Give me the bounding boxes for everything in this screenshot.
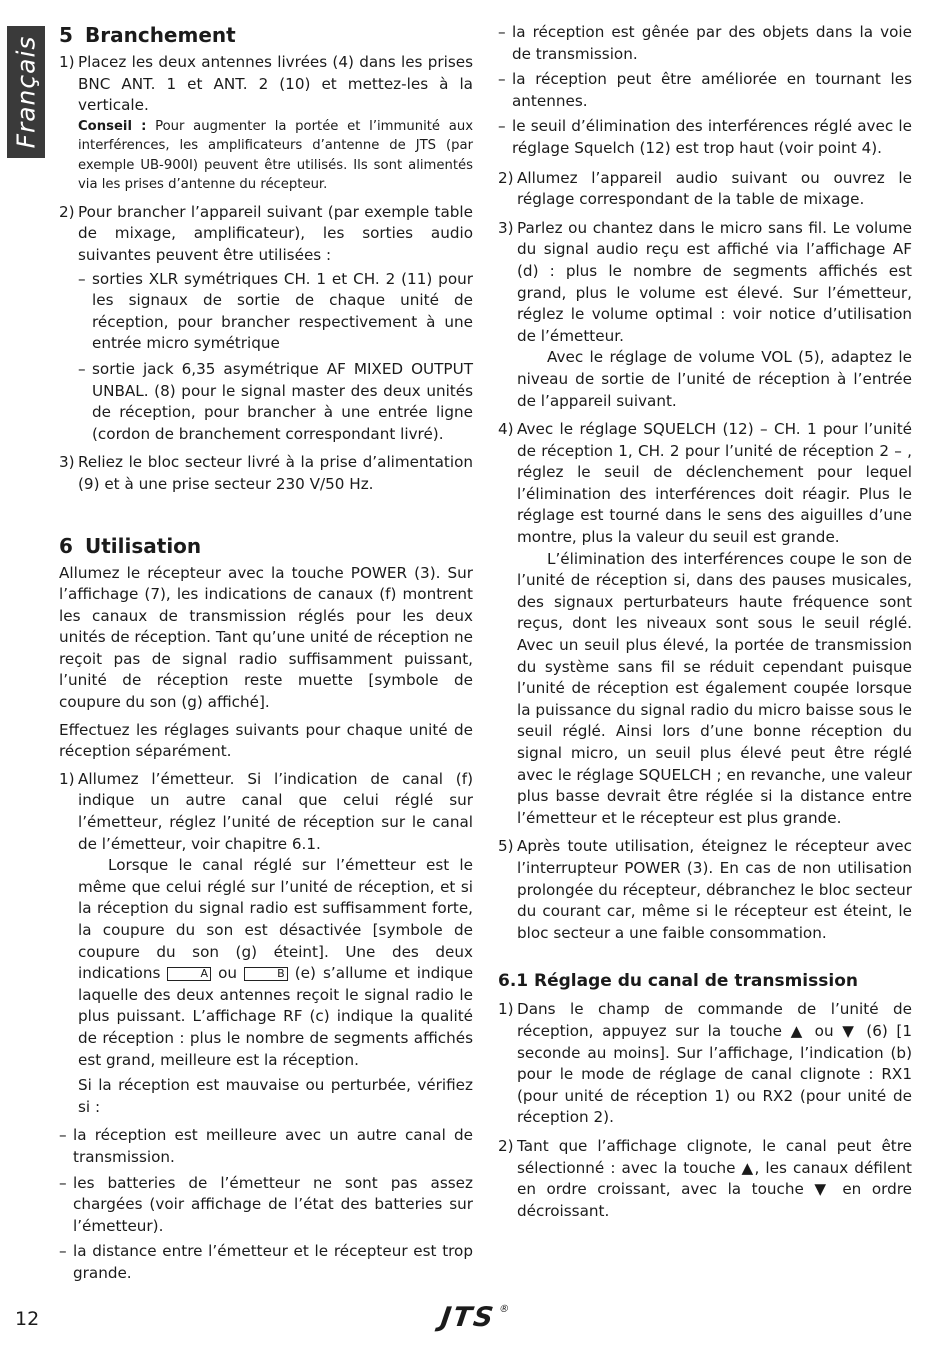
section-6-intro-1: Allumez le récepteur avec la touche POWER (3). Sur l’affichage (7), les indications de canaux (f) montrent les canaux de transmission réglés pour les deux unités de réception. Tant qu’une unité de réception ne reçoit pas de signal radio suffisamment puissant, l’unité de réception reste muette [symbole de coupure du son (g) affiché]. xyxy=(59,563,473,712)
section-5-item-2: 2) Pour brancher l’appareil suivant (par exemple table de mixage, amplificateur), les sorties audio suivantes peuvent être utilisées : – sorties XLR symétriques CH. 1 et CH. 2 (11) pour les signaux de sortie de chaque unité de réception, pour brancher respectivement à une entrée micro symétrique – sortie jack 6,35 asymétrique AF MIXED OUTPUT UNBAL. (8) pour le signal master des deux unités de réception, pour brancher à une entrée ligne (cordon de branchement correspondant livré). xyxy=(59,202,473,446)
page-number: 12 xyxy=(15,1308,40,1330)
xlr-outputs: – sorties XLR symétriques CH. 1 et CH. 2 (11) pour les signaux de sortie de chaque unité de réception, pour brancher respectivement à une entrée micro symétrique xyxy=(78,269,473,355)
check-item-5: – la réception peut être améliorée en tournant les antennes. xyxy=(498,69,912,112)
section-6-item-1: 1) Allumez l’émetteur. Si l’indication de canal (f) indique un autre canal que celui réglé sur l’émetteur, réglez l’unité de réception sur le canal de l’émetteur, voir chapitre 6.1. Lorsque le canal réglé sur l’émetteur est le même que celui réglé sur l’unité de réception, et si la réception du signal radio est suffisamment forte, la coupure du son est désactivée [symbole de coupure du son (g) éteint]. Une des deux indications A ou B (e) s’allume et indique laquelle des deux antennes reçoit le signal radio le plus puissant. L’affichage RF (c) indique la qualité de réception : plus le nombre de segments affichés est grand, meilleure est la réception. Si la réception est mauvaise ou perturbée, vérifiez si : xyxy=(59,769,474,1116)
section-6-item-5: 5) Après toute utilisation, éteignez le récepteur avec l’interrupteur POWER (3). En cas de non utilisation prolongée du récepteur, débranchez le bloc secteur du courant car, même si le récepteur est éteint, le bloc secteur a une faible consommation. xyxy=(498,837,912,942)
section-6-1-item-2: 2) Tant que l’affichage clignote, le canal peut être sélectionné : avec la touche ▲, les canaux défilent en ordre croissant, avec la touche ▼ en ordre décroissant. xyxy=(498,1136,912,1220)
indicator-b: B xyxy=(244,967,288,981)
language-tab-label: Français xyxy=(11,35,41,149)
tip-note xyxy=(78,117,473,195)
section-5-item-1: 1) Placez les deux antennes livrées (4) dans les prises BNC ANT. 1 et ANT. 2 (10) et mettez-les à la verticale. Conseil : Pour augmenter la portée et l’immunité aux interférences, les amplificateurs d’antenne de JTS (par exemple UB-900I) peuvent être utilisés. Ils sont alimentés via les prises d’antenne du récepteur. xyxy=(59,52,473,195)
section-6-item-1-detail: Lorsque le canal réglé sur l’émetteur est le même que celui réglé sur l’unité de réception, et si la réception du signal radio est suffisamment forte, la coupure du son est désactivée [symbole de coupure du son (g) éteint]. Une des deux indications A ou B (e) s’allume et indique laquelle des deux antennes reçoit le signal radio le plus puissant. L’affichage RF (c) indique la qualité de réception : plus le nombre de segments affichés est grand, meilleure est la réception. xyxy=(78,856,474,1069)
section-5-item-3: 3) Reliez le bloc secteur livré à la prise d’alimentation (9) et à une prise secteur 230 V/50 Hz. xyxy=(59,453,473,493)
tip-text: Pour augmenter la portée et l’immunité aux interférences, les amplificateurs d’antenne de JTS (par exemple UB-900I) peuvent être utilisés. Ils sont alimentés via les prises d’antenne du récepteur. xyxy=(78,118,473,193)
section-5-heading: 5 Branchement xyxy=(59,23,236,47)
section-5-item-1-text: Placez les deux antennes livrées (4) dans les prises BNC ANT. 1 et ANT. 2 (10) et mettez-les à la verticale. xyxy=(78,53,473,115)
section-6-item-3: 3) Parlez ou chantez dans le micro sans fil. Le volume du signal audio reçu est affiché via l’affichage AF (d) : plus le nombre de segments affichés est grand, plus le volume est élevé. Sur l’émetteur, réglez le volume optimal : voir notice d’utilisation de l’émetteur. Avec le réglage de volume VOL (5), adaptez le niveau de sortie de l’unité de réception à l’entrée de l’appareil suivant. xyxy=(498,218,912,410)
check-item-4: – la réception est gênée par des objets dans la voie de transmission. xyxy=(498,22,912,65)
check-item-3: – la distance entre l’émetteur et le récepteur est trop grande. xyxy=(59,1241,473,1284)
section-6-1-item-1: 1) Dans le champ de commande de l’unité de réception, appuyez sur la touche ▲ ou ▼ (6) [1 seconde au moins]. Sur l’affichage, l’indication (b) pour le mode de réglage de canal clignote : RX1 (pour unité de réception 1) ou RX2 (pour unité de réception 2). xyxy=(498,1000,912,1127)
jack-output: – sortie jack 6,35 asymétrique AF MIXED OUTPUT UNBAL. (8) pour le signal master des deux unités de réception, pour brancher à une entrée ligne (cordon de branchement correspondant livré). xyxy=(78,359,473,445)
left-column xyxy=(59,22,473,1289)
section-6-intro-2: Effectuez les réglages suivants pour chaque unité de réception séparément. xyxy=(59,720,473,761)
language-tab xyxy=(7,26,45,158)
check-item-2: – les batteries de l’émetteur ne sont pas assez chargées (voir affichage de l’état des batteries sur l’émetteur). xyxy=(59,1173,473,1238)
tip-label: Conseil : xyxy=(78,118,147,134)
section-6-item-2: 2) Allumez l’appareil audio suivant ou ouvrez le réglage correspondant de la table de mixage. xyxy=(498,168,912,209)
registered-mark: ® xyxy=(498,1304,512,1315)
indicator-a: A xyxy=(167,967,211,981)
check-item-6: – le seuil d’élimination des interférences réglé avec le réglage Squelch (12) est trop haut (voir point 4). xyxy=(498,116,912,159)
section-6-heading: 6 Utilisation xyxy=(59,533,202,558)
right-column xyxy=(498,22,912,1229)
check-item-1: – la réception est meilleure avec un autre canal de transmission. xyxy=(59,1125,473,1168)
section-6-1-heading: 6.1 Réglage du canal de transmission xyxy=(498,971,858,992)
section-6-item-4: 4) Avec le réglage SQUELCH (12) – CH. 1 pour l’unité de réception 1, CH. 2 pour l’unité de réception 2 – , réglez le seuil de déclenchement pour lequel l’élimination des interférences doit réagir. Plus le réglage est tourné dans le sens des aiguilles d’une montre, plus la valeur du seuil est grande. L’élimination des interférences coupe le son de l’unité de réception si, dans des pauses musicales, des signaux perturbateurs haute fréquence sont reçus, dont les niveaux sont sous le seuil réglé. Avec un seuil plus élevé, la portée de transmission du système sans fil se réduit cependant puisque l’unité de réception est également coupée lorsque la puissance du signal radio du micro baisse sous le seuil réglé. Ainsi lors d’une bonne réception du signal micro, un seuil plus élevé peut être réglé avec le réglage SQUELCH ; en revanche, une valeur plus basse devrait être réglée si la distance entre l’émetteur et le récepteur est plus grande. xyxy=(498,420,912,827)
jts-logo: JTS® xyxy=(438,1302,512,1333)
